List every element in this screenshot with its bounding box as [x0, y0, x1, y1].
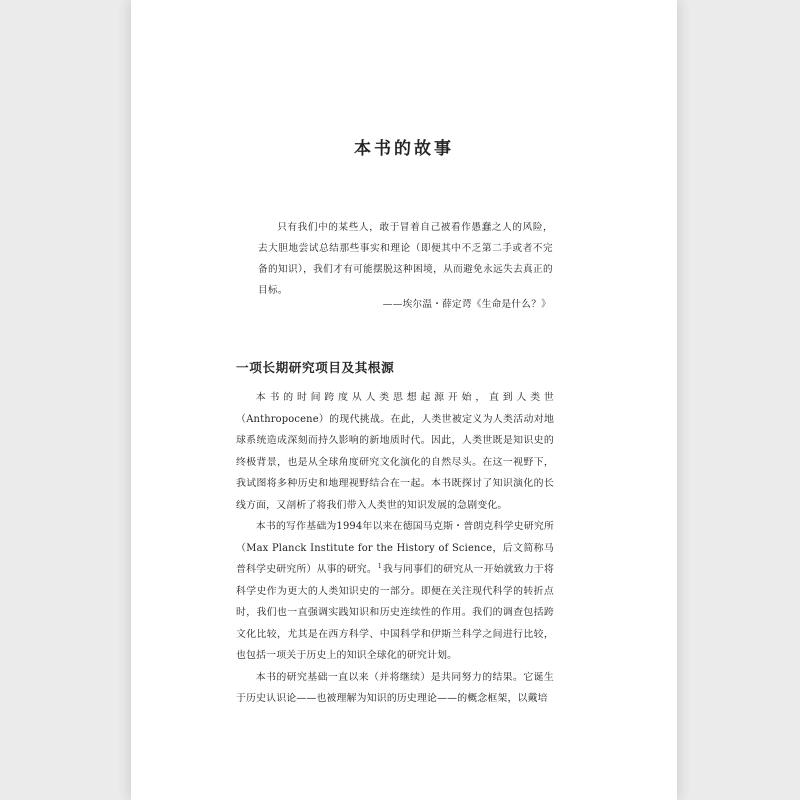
epigraph-attribution: ——埃尔温・薛定谔《生命是什么？》 — [382, 299, 551, 310]
epigraph-text: 只有我们中的某些人，敢于冒着自己被看作愚蠢之人的风险，去大胆地尝试总结那些事实和理论（即便其中不乏第二手或者不完备的知识），我们才有可能摆脱这种困境，从而避免永远失去真正的目标。 — [258, 222, 553, 296]
chapter-title: 本书的故事 — [354, 139, 454, 159]
paragraph-text: 我与同事们的研究从一开始就致力于将科学史作为更大的人类知识史的一部分。即便在关注现代科学的转折点时，我们也一直强调实践知识和历史连续性的作用。我们的调查包括跨文化比较，尤其是在西方科学、中国科学和伊斯兰科学之间进行比较，也包括一项关于历史上的知识全球化的研究计划。 — [236, 564, 554, 661]
paragraph-text: 本书的写作基础为1994年以来在德国马克斯・普朗克科学史研究所（Max Planck Institute for the History of Science，后文简称马普科学史研究所）从事的研究。 — [236, 521, 554, 575]
paragraph: 本书的研究基础一直以来（并将继续）是共同努力的结果。它诞生于历史认识论——也被理解为知识的历史理论——的概念框架，以戴培 — [236, 671, 554, 704]
section-heading: 一项长期研究项目及其根源 — [236, 360, 395, 375]
epigraph — [258, 217, 553, 301]
paragraph: 本书的时间跨度从人类思想起源开始，直到人类世（Anthropocene）的现代挑战。在此，人类世被定义为人类活动对地球系统造成深刻而持久影响的新地质时代。因此，人类世既是知识史的终极背景，也是从全球角度研究文化演化的自然尽头。在这一视野下，我试图将多种历史和地理视野结合在一起。本书既探讨了知识演化的长线方面，又剖析了将我们带入人类世的知识发展的急剧变化。 — [236, 392, 554, 511]
footnote-marker[interactable]: 1 — [377, 563, 382, 570]
paragraph — [236, 516, 554, 667]
body-text — [236, 387, 554, 710]
book-page — [131, 0, 677, 800]
